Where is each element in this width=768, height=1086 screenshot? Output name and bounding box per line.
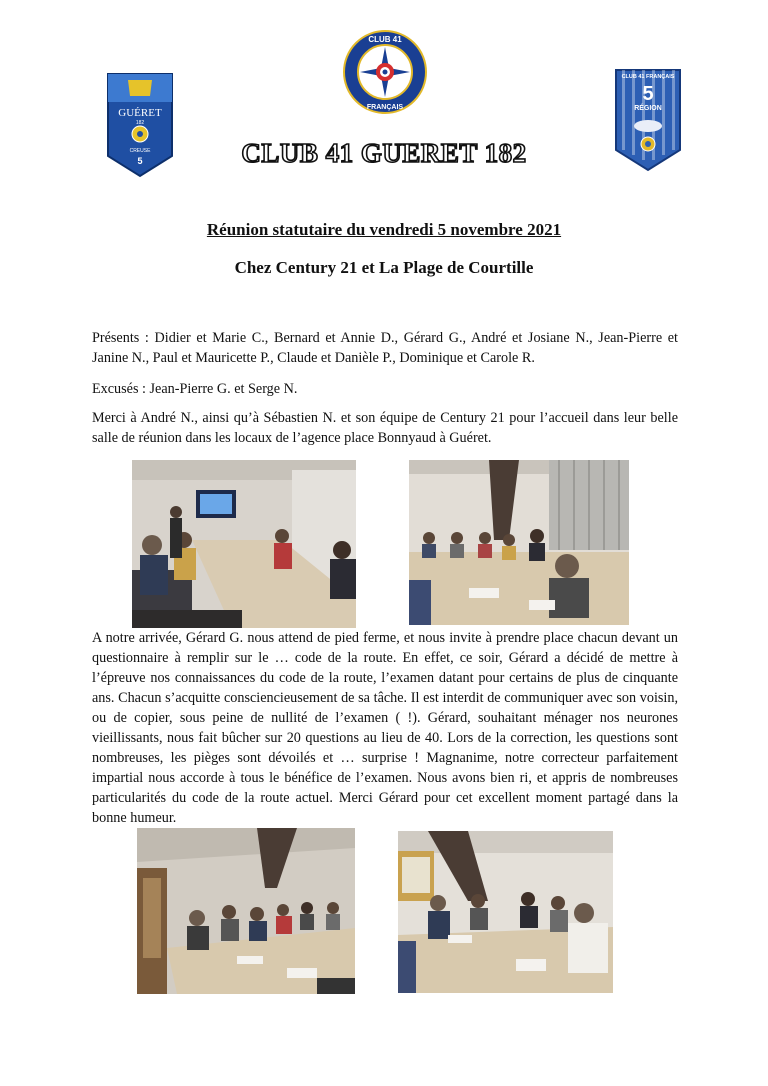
meeting-photo-3	[137, 828, 355, 994]
meeting-photo-1	[132, 460, 356, 628]
meeting-location: Chez Century 21 et La Plage de Courtille	[234, 258, 534, 277]
presents-paragraph: Présents : Didier et Marie C., Bernard et Annie D., Gérard G., André et Josiane N., Jean-Pierre et Janine N., Paul et Mauricette P., Claude et Danièle P., Dominique et Carole R.	[92, 330, 678, 366]
page-title: CLUB 41 GUERET 182	[241, 138, 527, 168]
meeting-photo-4	[398, 831, 613, 993]
pennant-top-text: CLUB 41 FRANÇAIS	[621, 74, 675, 80]
pennant-bottom-text: CREUSE	[129, 148, 151, 154]
pennant-number: 5	[642, 83, 654, 105]
club41-francais-logo	[343, 30, 427, 114]
logo-bottom-text: FRANÇAIS	[366, 104, 404, 111]
story-paragraph: A notre arrivée, Gérard G. nous attend de pied ferme, et nous invite à prendre place chacun devant un questionnaire à remplir sur le … code de la route. En effet, ce soir, Gérard a décidé de mettre à l’épreuve nos connaissances du code de la route, l’examen datant pour certains de plus de cinquante ans. Chacun s’acquitte consciencieusement de sa tâche. Il est interdit de communiquer avec son voisin, ou de copier, sous peine de nullité de l’examen ( !). Gérard, souhaitant ménager nos neurones vieillissants, nous fait bûcher sur 20 questions au lieu de 40. Lors de la correction, les questions sont nombreuses, les pièges sont dévoilés et … surprise ! Magnanime, notre correcteur parfaitement impartial nous accorde à tous le bénéfice de l’examen. Nous avons bien ri, et appris de nombreuses particularités du code de la route actuel. Merci Gérard pour cet excellent moment partagé dans la bonne humeur.	[92, 630, 678, 826]
pennant-mid-text: 182	[135, 120, 145, 126]
meeting-photo-2	[409, 460, 629, 625]
pennant-top-text: GUÉRET	[118, 107, 162, 119]
pennant-number: 5	[137, 156, 143, 166]
pennant-region-text: RÉGION	[634, 105, 662, 112]
logo-top-text: CLUB 41	[368, 35, 402, 44]
thanks-paragraph: Merci à André N., ainsi qu’à Sébastien N. et son équipe de Century 21 pour l’accueil dans leur belle salle de réunion dans les locaux de l’agence place Bonnyaud à Guéret.	[92, 410, 678, 446]
excuses-paragraph: Excusés : Jean-Pierre G. et Serge N.	[92, 381, 298, 397]
meeting-title: Réunion statutaire du vendredi 5 novembre 2021	[206, 220, 562, 239]
